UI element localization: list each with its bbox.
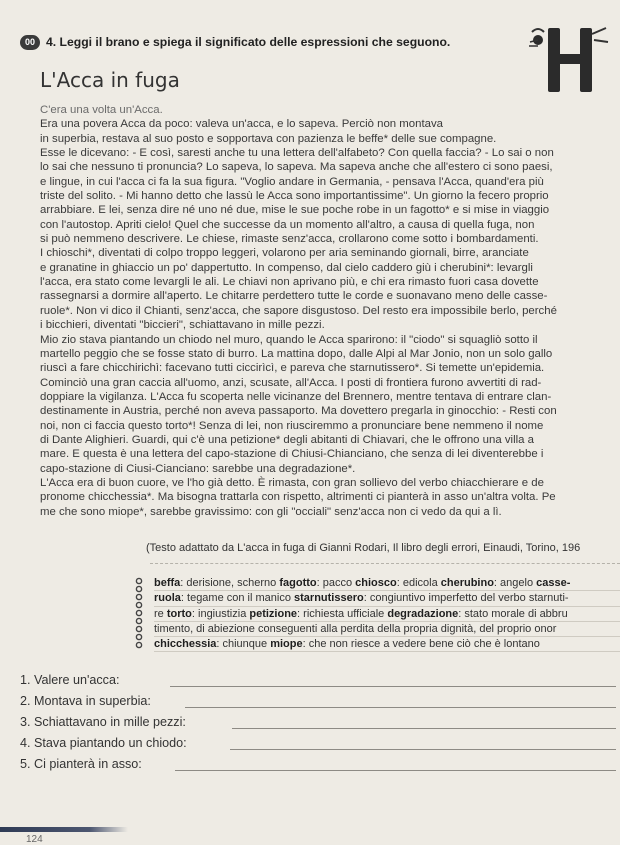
story-line: me che sono miope*, sarebbe gravissimo: con gli "occiali" senz'acca non ci vedo da qui a lì.: [40, 505, 502, 518]
glossary-definition: : chiunque: [216, 638, 271, 651]
story-line: Esse le dicevano: - E così, saresti anche tu una lettera dell'alfabeto? Con quella faccia? - Lo sai o non: [40, 147, 554, 160]
glossary-definition: : pacco: [316, 577, 356, 589]
story-line: e granatine in ghiaccio un po' dappertutto. In compenso, dal cielo caddero giù i cherubini*: levargli: [40, 261, 533, 274]
glossary-term: fagotto: [279, 577, 317, 589]
glossary-term: miope: [270, 638, 303, 651]
glossary-line: [154, 622, 620, 637]
story-line: in superbia, restava al suo posto e sopportava con pazienza le beffe* delle sue compagne.: [40, 132, 497, 145]
page-number: 124: [26, 834, 43, 845]
story-line: triste del solito. - Mi hanno detto che lassù le Acca sono importantissime". Un giorno la fecero proprio: [40, 190, 549, 203]
story-title: L'Acca in fuga: [40, 68, 180, 92]
story-line: rassegnarsi a dormire all'aperto. Le chitarre perdettero tutte le corde e suonavano meno delle casse-: [40, 290, 548, 303]
question-label: 1. Valere un'acca:: [20, 673, 120, 687]
glossary-definition: : che non riesce a vedere bene ciò che è lontano: [302, 638, 540, 651]
glossary-term: chicchessia: [154, 638, 217, 651]
story-line: i bicchieri, diventati "biccieri", schiattavano in mille pezzi.: [40, 319, 325, 332]
story-line: ruole*. Non vi dico il Chianti, senz'acca, che sapore disgustoso. Del resto era impossibile berlo, perché: [40, 304, 557, 317]
story-line: noi, non ci faccia questo torto*! Senza di lei, non riuscirem​mo a pronunciare bene nemmeno il nome: [40, 419, 544, 432]
glossary-definition: : derisione, scherno: [180, 577, 280, 589]
story-line: Mio zio stava piantando un chiodo nel muro, quando le Acca sparirono: il "ciodo" si squagliò sotto il: [40, 333, 538, 346]
story-line: di Dante Alighieri. Guardi, qui c'è una petizione* degli abitanti di Chiavari, che le offrono una villa a: [40, 433, 534, 446]
glossary-term: cherubino: [440, 577, 494, 589]
glossary-line: [154, 637, 620, 652]
story-line: L'Acca era di buon cuore, ve l'ho già detto. È rimasta, con gran sollievo del verbo chiacchierare e de: [40, 476, 544, 489]
question-label: 5. Ci pianterà in asso:: [20, 757, 142, 771]
story-line: C'era una volta un'Acca.: [40, 104, 163, 116]
story-line: doppiare la vigilanza. L'Acca fu scoperta nelle vicinanze del Brennero, mentre tentava di entrare clan-: [40, 390, 552, 403]
story-line: l'acca, era stato come levargli le ali. Le chiavi non aprivano più, e chi era rimasto fuori casa dovette: [40, 276, 539, 289]
story-line: pronome chicchessia*. Ma bisogna trattarla con rispetto, altrimenti ci pianterà in asso un'altra volta. Pe: [40, 491, 556, 504]
question-label: 4. Stava piantando un chiodo:: [20, 736, 187, 750]
glossary-definitions: [154, 576, 620, 652]
question-row: [20, 754, 620, 775]
glossary-term: beffa: [154, 577, 181, 589]
question-label: 3. Schiattavano in mille pezzi:: [20, 715, 186, 729]
story-text: [40, 103, 620, 519]
story-line: destinamente in Austria, perché non aveva passaporto. Ma dovettero pregarla in ginocchio: - Resti con: [40, 405, 557, 418]
glossary-term: chiosco: [355, 577, 397, 589]
glossary-definition: timento, di abiezione conseguenti alla perdita della propria dignità, del proprio onor: [154, 622, 557, 635]
glossary-line: [154, 591, 620, 606]
letter-h-illustration: [526, 22, 612, 96]
footer-band: [0, 827, 128, 832]
story-line: e lingue, in cui l'acca ci fa la sua figura. "Voglio andare in Germania, - pensava l'Acca, quand'era più: [40, 175, 544, 188]
glossary-definition: : congiuntivo imperfetto del verbo starnuti-: [363, 592, 569, 605]
glossary-definition: : edicola: [396, 577, 441, 589]
story-line: mare. E questa è una lettera del capo-stazione di Chiusi-Chianciano, che senza di lei diventerebbe i: [40, 448, 544, 461]
question-label: 2. Montava in superbia:: [20, 694, 151, 708]
exercise-questions: [20, 670, 620, 775]
answer-line[interactable]: [175, 770, 616, 771]
answer-line[interactable]: [230, 749, 616, 750]
glossary-term: torto: [166, 607, 192, 620]
glossary-definition: : stato morale di abbru: [458, 607, 568, 620]
answer-line[interactable]: [185, 707, 616, 708]
story-line: arrabbiare. E lei, senza dire né uno né due, mise le sue poche robe in un fagotto* e si mise in viaggio: [40, 204, 550, 217]
glossary-term: casse-: [536, 577, 571, 589]
glossary-line: [154, 607, 620, 622]
story-line: I chioschi*, diventati di colpo troppo leggeri, volarono per aria seminando giornali, birre, aranciate: [40, 247, 529, 260]
glossary-definition: : angelo: [493, 577, 537, 589]
story-line: riuscì a fare chicchirichì: facevano tutti ciccirìcì, e pareva che starnutissero*. Si temette un'epidemia.: [40, 362, 545, 375]
glossary-line: [154, 576, 620, 591]
story-line: martello peggio che se fosse stato di burro. La mattina dopo, dalle Alpi al Mar Jonio, non un solo gallo: [40, 347, 553, 360]
answer-line[interactable]: [170, 686, 616, 687]
glossary-term: ruola: [154, 592, 181, 605]
exercise-badge: 00: [20, 35, 40, 50]
story-line: lo sai che nessuno ti pronuncia? Lo sapeva, lo sapeva. Ma sapeva anche che all'estero ci sono paesi,: [40, 161, 553, 174]
source-citation: (Testo adattato da L'acca in fuga di Gianni Rodari, Il libro degli errori, Einaudi, Torino, 196: [146, 542, 581, 554]
story-line: Cominciò una gran caccia all'uomo, anzi, scusate, all'Acca. I posti di frontiera furono avvertiti di rad-: [40, 376, 542, 389]
divider: [150, 563, 620, 564]
glossary-definition: re: [154, 607, 167, 620]
glossary-definition: : richiesta ufficiale: [297, 607, 388, 620]
story-line: capo-stazione di Ciusi-Cianciano: sarebbe una degradazione*.: [40, 462, 356, 475]
glossary-term: starnutissero: [294, 592, 364, 605]
notebook-spiral-icon: [128, 576, 150, 650]
question-row: [20, 712, 620, 733]
question-row: [20, 733, 620, 754]
answer-line[interactable]: [232, 728, 616, 729]
story-line: con l'autostop. Apriti cielo! Quel che successe da un momento all'altro, a causa di quella fuga, non: [40, 218, 535, 231]
story-line: Era una povera Acca da poco: valeva un'acca, e lo sapeva. Perciò non montava: [40, 118, 443, 131]
exercise-instruction: 4. Leggi il brano e spiega il significato delle espressioni che seguono.: [46, 35, 451, 49]
glossary-definition: : tegame con il manico: [180, 592, 295, 605]
question-row: [20, 670, 620, 691]
glossary-definition: : ingiustizia: [191, 607, 250, 620]
glossary-box: [128, 568, 620, 658]
question-row: [20, 691, 620, 712]
story-line: si può nemmeno descrivere. Le chiese, rimaste senz'acca, crollarono come sotto i bombardamenti.: [40, 233, 539, 246]
glossary-term: petizione: [249, 607, 298, 620]
glossary-term: degradazione: [387, 607, 459, 620]
